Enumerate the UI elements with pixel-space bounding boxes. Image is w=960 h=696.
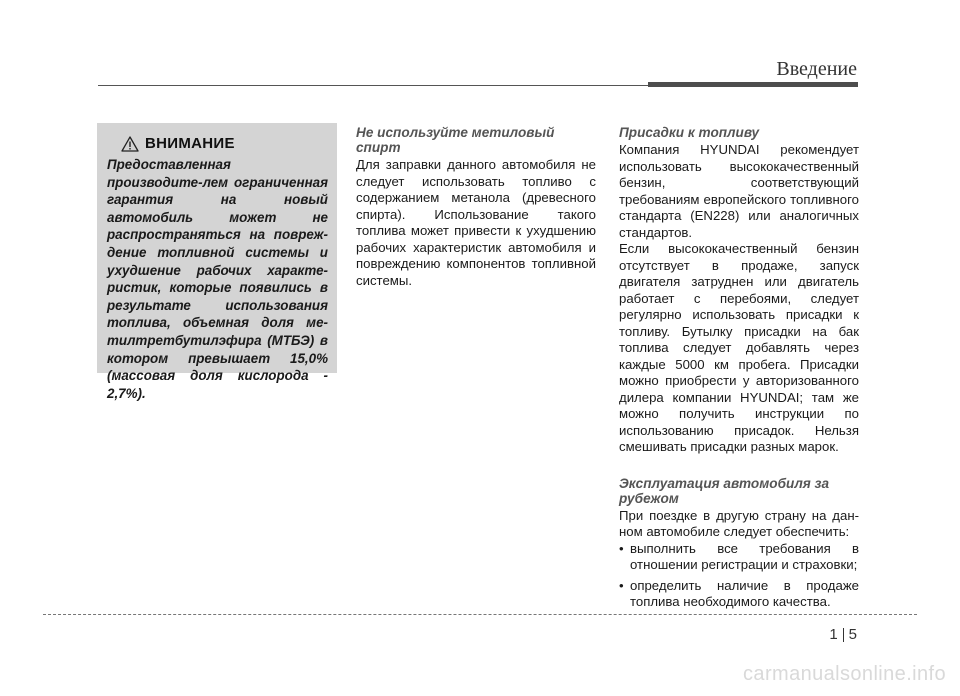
- methanol-section: [356, 125, 596, 289]
- footer-rule: [43, 614, 917, 615]
- list-item: [619, 578, 859, 611]
- additives-paragraph-1: Компания HYUNDAI рекомендует использовать высококачественный бензин, соответствующий требованиям европейского топливного стандарта (EN228) или аналогичных стандартов.: [619, 142, 859, 240]
- warning-triangle-icon: [121, 136, 139, 152]
- section-title: Введение: [776, 58, 857, 80]
- page-index-number: 5: [848, 626, 857, 643]
- methanol-heading: Не используйте метиловый спирт: [356, 125, 555, 155]
- additives-section: [619, 125, 859, 615]
- page-number-separator: [843, 628, 844, 642]
- bullet-dot: •: [619, 577, 624, 593]
- warning-header: [121, 135, 328, 152]
- methanol-text: Для заправки данного автомобиля не следует использовать топливо с содержанием метанола (древесного спирта). Использование такого топлива может привести к ухудшению рабочих характеристик автомобиля и повреждению компонентов топливной системы.: [356, 157, 596, 288]
- page-number: [829, 626, 857, 643]
- bullet-text: определить наличие в продаже топлива необходимого качества.: [630, 577, 859, 609]
- header-rule-accent: [648, 82, 858, 87]
- warning-title: ВНИМАНИЕ: [145, 135, 235, 152]
- additives-heading: Присадки к топливу: [619, 125, 760, 140]
- additives-paragraph-2: Если высококачественный бензин отсутствует в продаже, запуск двигателя затруднен или двигатель работает с перебоями, следует регулярно использовать присадки к топливу. Бутылку присадки на бак топлива следует добавлять через каждые 5000 км пробега. Присадки можно приобрести у авторизованного дилера компании HYUNDAI; там же можно получить инструкции по использованию присадок. Нельзя смешивать присадки разных марок.: [619, 241, 859, 454]
- watermark: carmanualsonline.info: [743, 663, 946, 685]
- bullet-text: выполнить все требования в отношении регистрации и страховки;: [630, 540, 859, 572]
- bullet-dot: •: [619, 540, 624, 556]
- warning-box: [97, 123, 337, 401]
- abroad-bullet-list: [619, 541, 859, 611]
- abroad-intro: При поездке в другую страну на дан-ном автомобиле следует обеспечить:: [619, 507, 859, 539]
- warning-text: Предоставленная производите-лем ограниченная гарантия на новый автомобиль может не распространяться на повреж-дение топливной системы и ухудшение рабочих характе-ристик, которые появились в результате использования топлива, объемная доля ме-тилтретбутилэфира (МТБЭ) в котором превышает 15,0% (массовая доля кислорода - 2,7%).: [107, 157, 328, 401]
- page-section-number: 1: [829, 626, 838, 643]
- section-gap: [619, 456, 859, 476]
- list-item: [619, 541, 859, 574]
- abroad-heading: Эксплуатация автомобиля за рубежом: [619, 475, 830, 506]
